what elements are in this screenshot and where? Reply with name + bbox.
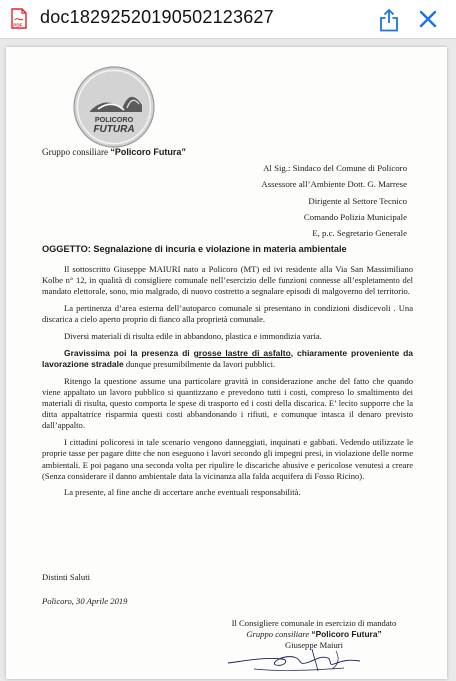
document-title: doc18292520190502123627 <box>40 7 274 27</box>
recipient-line: Comando Polizia Municipale <box>303 211 407 222</box>
recipient-line: E, p.c. Segretario Generale <box>312 228 407 239</box>
recipient-line: Al Sig.: Sindaco del Comune di Policoro <box>263 163 407 173</box>
recipient-line: Dirigente al Settore Tecnico <box>308 195 407 206</box>
recipient-line: Assessore all’Ambiente Dott. G. Marrese <box>261 179 407 190</box>
letter-body <box>42 264 413 504</box>
pdf-file-icon <box>11 8 27 29</box>
paragraph: I cittadini policoresi in tale scenario vengono danneggiati, inquinati e gabbati. Vedendo utilizzate le proprie tasse per pagare ditte che non eseguono i lavori secondo gli impegni presi, in violazione delle norme ambientali. E poi pagano una seconda volta per ripulire le discariche abusive e pericolose venutesi a creare (Senza considerare il danno ambientale data la vicinanza alla falda acquifera di Fosso Ricino). <box>42 437 413 481</box>
paragraph: La pertinenza d’area esterna dell’autoparco comunale si presentano in condizioni disdicevoli . Una discarica a cielo aperto proprio di fianco alla proprietà comunale. <box>42 303 413 325</box>
signer-group <box>202 629 426 640</box>
paragraph-tail: dunque presumibilmente da lavori pubblici. <box>123 358 276 369</box>
viewer-header <box>0 0 456 39</box>
logo-line1: POLICORO <box>94 115 134 124</box>
emphasis: , chiaramente proveniente da lavorazione stradale <box>42 347 413 369</box>
close-icon[interactable] <box>418 9 438 29</box>
logo-line2: FUTURA <box>93 124 135 135</box>
paragraph: Ritengo la questione assume una particolare gravità in considerazione anche del fatto che quando viene appaltato un lavoro pubblico si quantizzano e prevedono tutti i costi, compreso lo smaltimento dei materiali di risulta, questo comporta le spese di trasporto ed i costi della discarica. E’ lecito supporre che la ditta appaltatrice risparmia questi costi abbandonando i rifiuti, e comunque intasca il denaro previsto dall’appalto. <box>42 375 413 431</box>
paragraph: La presente, al fine anche di accertare anche eventuali responsabilità. <box>64 487 301 498</box>
subject-line <box>42 244 422 254</box>
document-viewer[interactable] <box>0 39 456 681</box>
handwritten-signature <box>224 641 364 675</box>
policoro-futura-logo <box>72 65 156 149</box>
signer-role: Il Consigliere comunale in esercizio di mandato <box>231 618 397 628</box>
pdf-icon-label: PDF <box>13 22 23 28</box>
letter-date: Policoro, 30 Aprile 2019 <box>42 596 128 606</box>
salutation: Distinti Saluti <box>42 572 90 582</box>
emphasis: Gravissima poi la presenza di <box>64 347 194 358</box>
paragraph-asphalt <box>42 348 413 370</box>
paragraph: Diversi materiali di risulta edile in abbandono, plastica e immondizia varia. <box>64 331 322 342</box>
share-icon[interactable] <box>378 8 400 32</box>
sender-group <box>42 147 186 157</box>
pdf-page <box>6 47 447 679</box>
signer-group-prefix: Gruppo consiliare <box>246 629 312 639</box>
emphasis-underlined: grosse lastre di asfalto <box>193 347 291 358</box>
subject-label: OGGETTO: <box>42 244 94 254</box>
group-prefix: Gruppo consiliare <box>42 147 111 157</box>
recipients-block <box>147 160 407 241</box>
signer-name: Giuseppe Maiuri <box>285 640 343 650</box>
signer-group-name: “Policoro Futura” <box>311 629 382 639</box>
subject-text: Segnalazione di incuria e violazione in materia ambientale <box>93 244 347 254</box>
paragraph: Il sottoscritto Giuseppe MAIURI nato a Policoro (MT) ed ivi residente alla Via San Massimiliano Kolbe n° 12, in qualità di consigliere comunale nell’esercizio delle funzioni connesse all’espletamento del mandato elettorale, sono, mio malgrado, di nuovo costretto a segnalare episodi di malgoverno del territorio. <box>42 264 413 297</box>
letter-content <box>6 47 447 679</box>
group-name: “Policoro Futura” <box>110 147 186 157</box>
